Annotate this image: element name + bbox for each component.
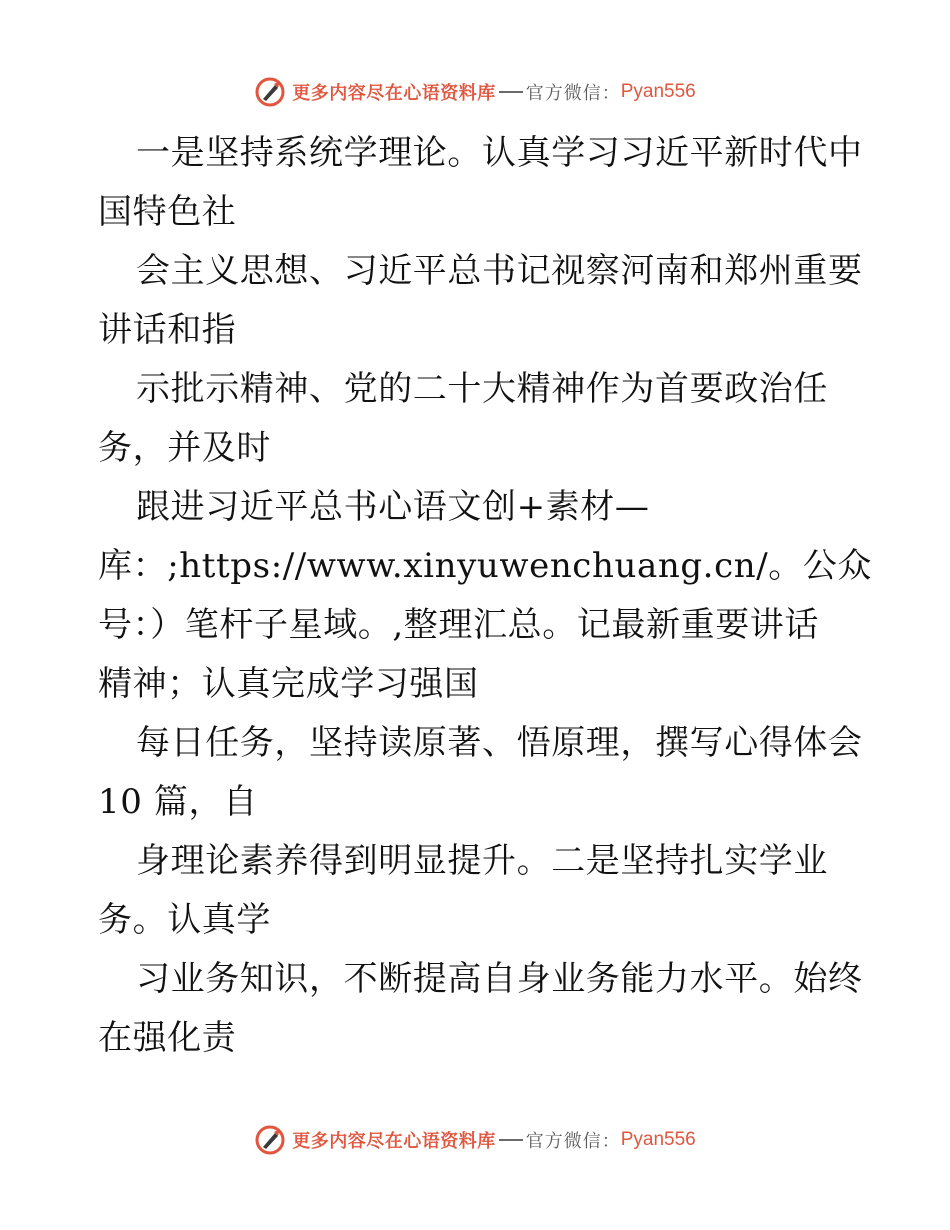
text-line: 讲话和指 [98,310,237,350]
text-line: 习业务知识，不断提高自身业务能力水平。始终 [136,959,863,999]
text-line: 一是坚持系统学理论。认真学习习近平新时代中 [136,133,863,173]
text-line: 每日任务，坚持读原著、悟原理，撰写心得体会 [136,723,863,763]
header-wechat-id: Pyan556 [620,81,696,102]
text-line: 国特色社 [98,192,237,232]
text-line: 身理论素养得到明显提升。二是坚持扎实学业 [136,841,828,881]
header-site-name: 更多内容尽在心语资料库 [292,83,496,104]
footer-site-name: 更多内容尽在心语资料库 [292,1131,496,1152]
footer-wechat-id: Pyan556 [620,1129,696,1150]
footer-wechat-label: 官方微信： [525,1131,621,1152]
text-line: 号：）笔杆子星域。,整理汇总。记最新重要讲话 [98,605,820,645]
text-line: 示批示精神、党的二十大精神作为首要政治任 [136,369,828,409]
text-line: 务。认真学 [98,900,271,940]
quill-logo-icon [254,76,286,108]
quill-logo-icon [254,1124,286,1156]
text-line: 务，并及时 [98,428,271,468]
header-dash [499,91,523,93]
footer-banner [0,1120,950,1160]
text-line: 库：;https://www.xinyuwenchuang.cn/。公众 [98,546,873,586]
header-banner [0,72,950,112]
document-body [98,124,873,1068]
text-line: 10 篇，自 [98,782,258,822]
footer-dash [499,1139,523,1141]
text-line: 精神；认真完成学习强国 [98,664,479,704]
header-wechat-label: 官方微信： [525,83,621,104]
text-line: 会主义思想、习近平总书记视察河南和郑州重要 [136,251,863,291]
text-line: 跟进习近平总书心语文创+素材— [136,487,650,527]
text-line: 在强化责 [98,1018,237,1058]
